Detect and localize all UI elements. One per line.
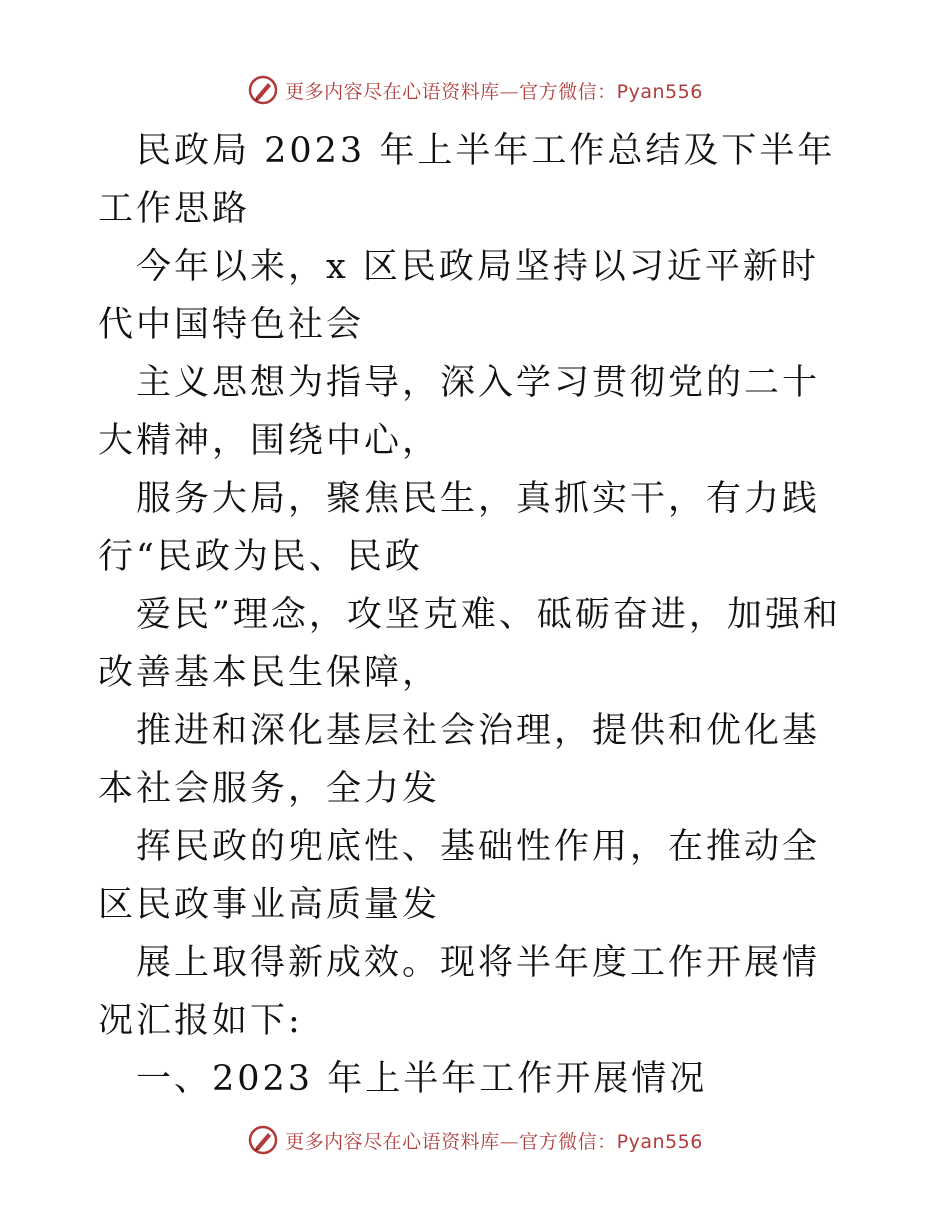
header-banner-dash: —	[499, 80, 520, 103]
pen-seal-icon	[247, 1124, 279, 1156]
paragraph: 推进和深化基层社会治理，提供和优化基本社会服务，全力发	[98, 711, 821, 809]
footer-banner-main: 更多内容尽在心语资料库	[285, 1130, 500, 1153]
header-banner-suffix: 官方微信：Pyan556	[519, 80, 703, 103]
document-title: 民政局 2023 年上半年工作总结及下半年工作思路	[98, 131, 836, 229]
paragraph: 挥民政的兜底性、基础性作用，在推动全区民政事业高质量发	[98, 827, 821, 925]
footer-watermark-banner	[0, 1120, 950, 1160]
pen-seal-icon	[247, 74, 279, 106]
paragraph: 展上取得新成效。现将半年度工作开展情况汇报如下:	[98, 943, 821, 1041]
header-banner-text	[285, 77, 703, 104]
section-heading: 一、2023 年上半年工作开展情况	[136, 1059, 708, 1099]
paragraph: 主义思想为指导，深入学习贯彻党的二十大精神，围绕中心，	[98, 363, 821, 461]
footer-banner-text	[285, 1127, 703, 1154]
footer-banner-dash: —	[499, 1130, 520, 1153]
header-watermark-banner	[0, 70, 950, 110]
paragraph: 服务大局，聚焦民生，真抓实干，有力践行“民政为民、民政	[98, 479, 821, 577]
document-body	[98, 122, 854, 1108]
paragraph: 今年以来，x 区民政局坚持以习近平新时代中国特色社会	[98, 247, 819, 345]
footer-banner-suffix: 官方微信：Pyan556	[519, 1130, 703, 1153]
paragraph: 爱民”理念，攻坚克难、砥砺奋进，加强和改善基本民生保障，	[98, 595, 841, 693]
header-banner-main: 更多内容尽在心语资料库	[285, 80, 500, 103]
